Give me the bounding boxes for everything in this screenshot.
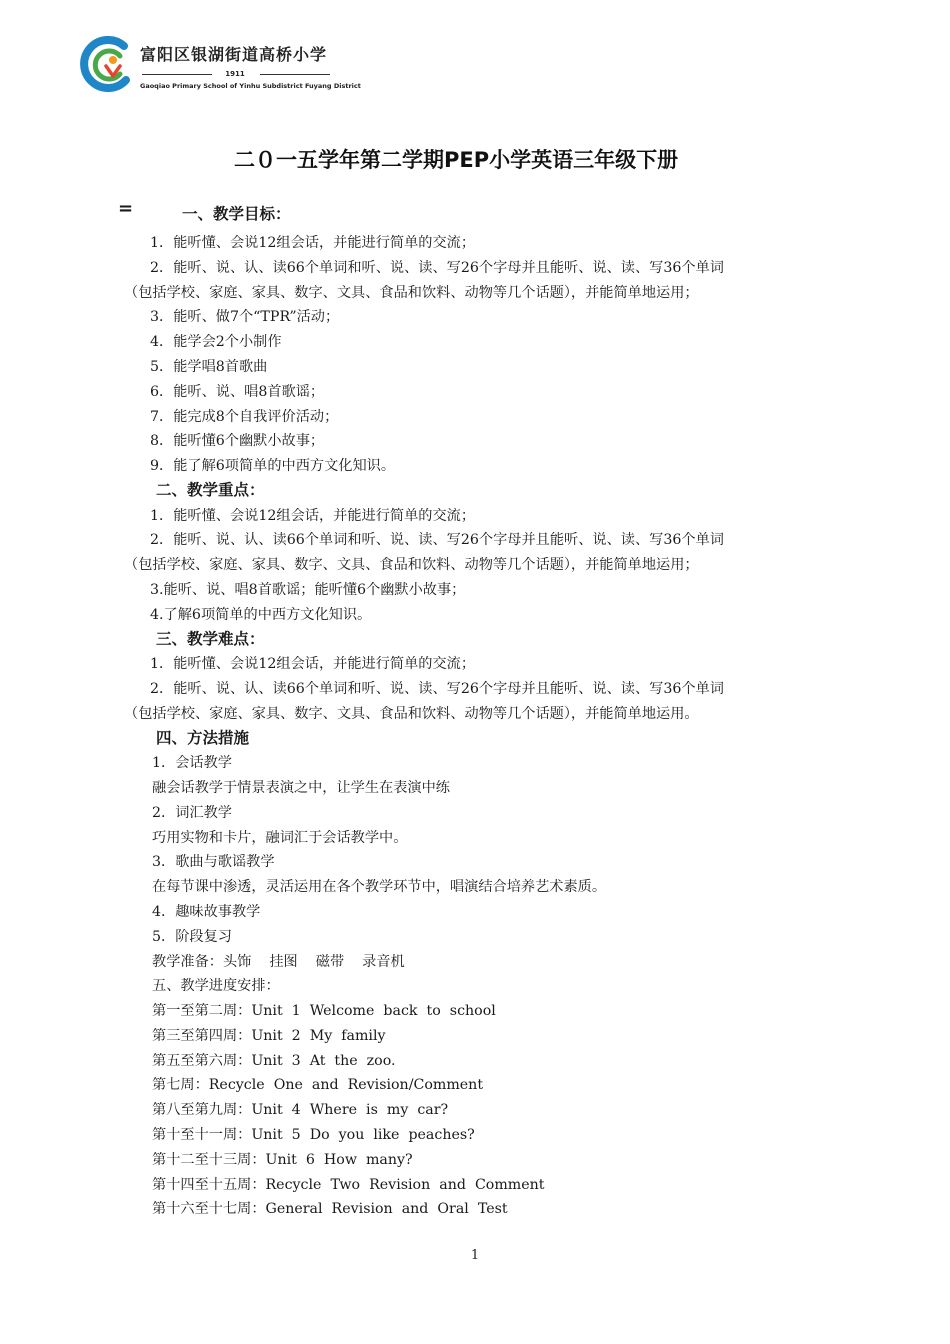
- body-line: 5．阶段复习: [152, 928, 232, 945]
- body-line: 5．能学唱8首歌曲: [150, 358, 268, 375]
- section-heading: 三、教学难点：: [156, 629, 265, 648]
- section-heading: 二、教学重点：: [156, 480, 265, 499]
- body-line: 2．词汇教学: [152, 804, 232, 821]
- body-line: 1．能听懂、会说12组会话，并能进行简单的交流；: [150, 656, 476, 673]
- page-number: 1: [470, 1248, 480, 1263]
- body-line: 在每节课中渗透，灵活运用在各个教学环节中，唱演结合培养艺术素质。: [152, 879, 607, 896]
- body-line: （包括学校、家庭、家具、数字、文具、食品和饮料、动物等几个话题），并能简单地运用；: [124, 557, 699, 574]
- body-line: 9．能了解6项简单的中西方文化知识。: [150, 458, 396, 475]
- body-line: 1．能听懂、会说12组会话，并能进行简单的交流；: [150, 235, 476, 251]
- section-heading: 一、教学目标：: [182, 205, 291, 223]
- schedule-row: 第八至第九周：Unit 4 Where is my car?: [152, 1102, 449, 1119]
- body-line: 1．会话教学: [152, 755, 232, 772]
- school-logo: [80, 36, 361, 96]
- document-body: [124, 203, 844, 1222]
- body-line: 7．能完成8个自我评价活动；: [150, 408, 339, 425]
- body-line: 4．能学会2个小制作: [150, 334, 282, 351]
- body-line: 融会话教学于情景表演之中，让学生在表演中练: [152, 779, 450, 796]
- body-line: 巧用实物和卡片，融词汇于会话教学中。: [152, 829, 408, 846]
- schedule-row: 第十六至十七周：General Revision and Oral Test: [152, 1201, 508, 1218]
- schedule-row: 第十至十一周：Unit 5 Do you like peaches?: [152, 1127, 475, 1144]
- section-heading: 四、方法措施: [156, 728, 250, 747]
- schedule-row: 第一至第二周：Unit 1 Welcome back to school: [152, 1003, 496, 1020]
- schedule-heading: 五、教学进度安排：: [152, 978, 280, 995]
- body-line: 2．能听、说、认、读66个单词和听、说、读、写26个字母并且能听、说、读、写36个单词: [150, 532, 724, 549]
- schedule-row: 第十四至十五周：Recycle Two Revision and Comment: [152, 1176, 545, 1193]
- body-line: 6．能听、说、唱8首歌谣；: [150, 383, 325, 400]
- body-line: 8．能听懂6个幽默小故事；: [150, 433, 325, 450]
- body-line: 3．能听、做7个“TPR”活动；: [150, 309, 340, 326]
- school-name-cn: 富阳区银湖街道高桥小学: [140, 45, 328, 64]
- body-line: 3．歌曲与歌谣教学: [152, 854, 275, 871]
- school-emblem-icon: [80, 36, 136, 92]
- margin-mark: =: [118, 198, 134, 219]
- body-line: 1．能听懂、会说12组会话，并能进行简单的交流；: [150, 507, 476, 524]
- body-line: （包括学校、家庭、家具、数字、文具、食品和饮料、动物等几个话题），并能简单地运用；: [124, 284, 699, 301]
- document-title: 二０一五学年第二学期PEP小学英语三年级下册: [234, 148, 679, 172]
- body-line: 4.了解6项简单的中西方文化知识。: [150, 606, 372, 623]
- school-name-en: Gaoqiao Primary School of Yinhu Subdistrict Fuyang District: [140, 82, 361, 90]
- body-line: 4．趣味故事教学: [152, 903, 261, 920]
- body-line: （包括学校、家庭、家具、数字、文具、食品和饮料、动物等几个话题），并能简单地运用。: [124, 705, 699, 722]
- schedule-row: 第三至第四周：Unit 2 My family: [152, 1027, 386, 1044]
- body-line: 2．能听、说、认、读66个单词和听、说、读、写26个字母并且能听、说、读、写36个单词: [150, 259, 724, 276]
- schedule-row: 第五至第六周：Unit 3 At the zoo.: [152, 1052, 396, 1069]
- body-line: 2．能听、说、认、读66个单词和听、说、读、写26个字母并且能听、说、读、写36个单词: [150, 680, 724, 697]
- teaching-materials-line: 教学准备：头饰 挂图 磁带 录音机: [152, 953, 405, 970]
- school-founding-year: 1911: [225, 70, 245, 78]
- schedule-row: 第七周：Recycle One and Revision/Comment: [152, 1077, 484, 1094]
- schedule-row: 第十二至十三周：Unit 6 How many?: [152, 1151, 413, 1168]
- body-line: 3.能听、说、唱8首歌谣；能听懂6个幽默小故事；: [150, 581, 466, 598]
